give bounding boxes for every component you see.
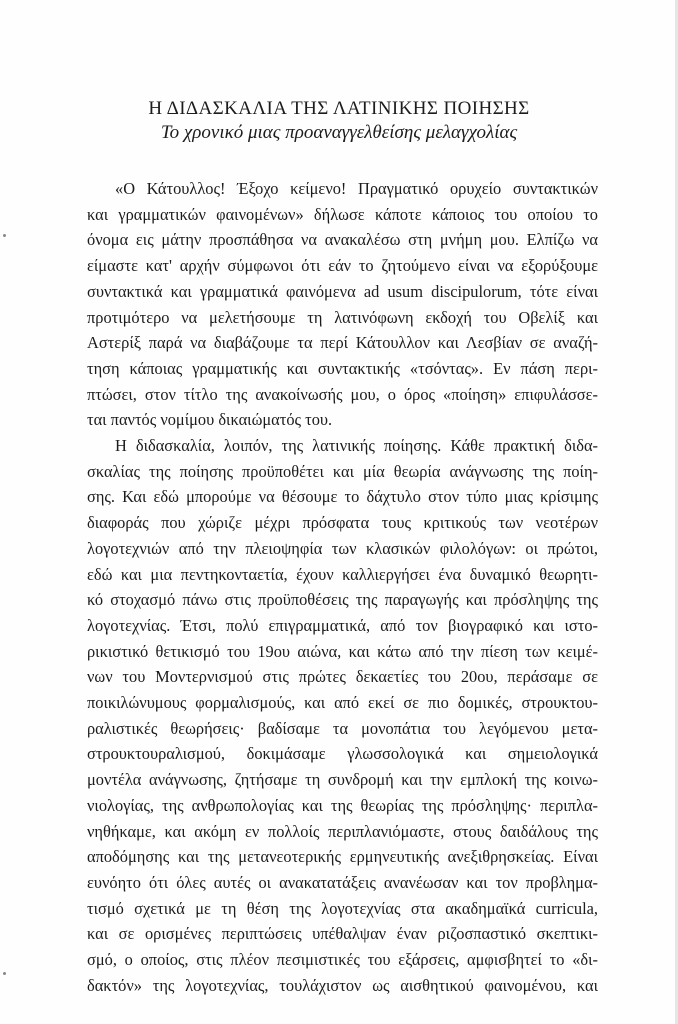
text-line: πτώσει, στον τίτλο της ανακοίνωσής μου, ο όρος «ποίηση» επιφυλάσσε- bbox=[87, 384, 598, 404]
text-line: όνομα εις μάτην προσπάθησα να ανακαλέσω στη μνήμη μου. Ελπίζω να bbox=[87, 230, 598, 250]
chapter-title: Η ΔΙΔΑΣΚΑΛΙΑ ΤΗΣ ΛΑΤΙΝΙΚΗΣ ΠΟΙΗΣΗΣ bbox=[148, 98, 530, 119]
text-line: διαφοράς που χώριζε μέχρι πρόσφατα τους κριτικούς των νεοτέρων bbox=[87, 513, 598, 533]
text-line: μοντέλα ανάγνωσης, ζητήσαμε τη συνδρομή και την εμπλοκή της κοινω- bbox=[87, 770, 598, 790]
chapter-subtitle: Το χρονικό μιας προαναγγελθείσης μελαγχολίας bbox=[160, 122, 518, 143]
text-line: ευνόητο ότι όλες αυτές οι ανακατατάξεις ανανέωσαν και τον προβλημα- bbox=[87, 872, 598, 892]
body-text bbox=[87, 176, 598, 999]
margin-speck bbox=[3, 972, 6, 975]
text-line: εδώ και μια πεντηκονταετία, έχουν καλλιεργήσει ένα δυναμικό θεωρητι- bbox=[87, 564, 598, 584]
paragraph bbox=[87, 433, 598, 998]
text-line: συντακτικά και γραμματικά φαινόμενα ad usum discipulorum, τότε είναι bbox=[87, 281, 598, 301]
text-line: «Ο Κάτουλλος! Έξοχο κείμενο! Πραγματικό ορυχείο συντακτικών bbox=[115, 179, 598, 198]
text-line: δακτόν» της λογοτεχνίας, τουλάχιστον ως αισθητικού φαινομένου, και bbox=[87, 975, 598, 995]
text-line: νηθήκαμε, και ακόμη εν πολλοίς περιπλανιόμαστε, στους δαιδάλους της bbox=[87, 821, 598, 841]
text-line: ραλιστικές θεωρήσεις· βαδίσαμε τα μονοπάτια του λεγόμενου μετα- bbox=[87, 718, 598, 738]
text-line: αποδόμησης και της μετανεοτερικής ερμηνευτικής ανεξιθρησκείας. Είναι bbox=[87, 847, 598, 867]
text-line: σκαλίας της ποίησης προϋποθέτει και μία θεωρία ανάγνωσης της ποίη- bbox=[87, 461, 598, 481]
text-line: ρικιστικό θετικισμό του 19ου αιώνα, και κάτω από την πίεση των κειμέ- bbox=[87, 641, 598, 661]
text-line: λογοτεχνιών από την πλειοψηφία των κλασικών φιλολόγων: οι πρώτοι, bbox=[87, 538, 598, 558]
chapter-header bbox=[0, 98, 678, 144]
text-line: προτιμότερο να μελετήσουμε τη λατινόφωνη εκδοχή του Οβελίξ και bbox=[87, 307, 598, 327]
text-line: Η διδασκαλία, λοιπόν, της λατινικής ποίησης. Κάθε πρακτική διδα- bbox=[115, 436, 598, 456]
text-line: είμαστε κατ' αρχήν σύμφωνοι ότι εάν το ζητούμενο είναι να εξορύξουμε bbox=[87, 256, 598, 276]
margin-speck bbox=[3, 234, 6, 237]
text-line: λογοτεχνίας. Έτσι, πολύ επιγραμματικά, από τον βιογραφικό και ιστο- bbox=[87, 615, 598, 635]
text-line: νιολογίας, της ανθρωπολογίας και της θεωρίας της πρόσληψης· περιπλα- bbox=[87, 795, 598, 815]
text-line: ται παντός νομίμου δικαιώματός του. bbox=[87, 410, 333, 430]
text-line: και γραμματικών φαινομένων» δήλωσε κάποτε κάποιος του οποίου το bbox=[87, 204, 598, 224]
text-line: τηση κάποιας γραμματικής και συντακτικής «τσόντας». Εν πάση περι- bbox=[87, 358, 598, 378]
text-line: κό στοχασμό πάνω στις προϋποθέσεις της παραγωγής και πρόσληψης της bbox=[87, 590, 598, 610]
text-line: και σε ορισμένες περιπτώσεις υπέθαλψαν έναν ριζοσπαστικό σκεπτικι- bbox=[87, 924, 598, 944]
text-line: τισμό σχετικά με τη θέση της λογοτεχνίας στα ακαδημαϊκά curricula, bbox=[87, 898, 598, 918]
text-line: νων του Μοντερνισμού στις πρώτες δεκαετίες του 20ου, περάσαμε σε bbox=[87, 667, 598, 687]
text-line: Αστερίξ παρά να διαβάζουμε τα περί Κάτουλλον και Λεσβίαν σε αναζή- bbox=[87, 333, 598, 353]
paragraph bbox=[87, 176, 598, 433]
text-line: ποικιλώνυμους φορμαλισμούς, και από εκεί σε πιο δομικές, στρουκτου- bbox=[87, 693, 598, 713]
text-line: σης. Και εδώ μπορούμε να θέσουμε το δάχτυλο στον τύπο μιας κρίσιμης bbox=[87, 487, 598, 507]
text-line: σμό, ο οποίος, στις πλέον πεσιμιστικές του εξάρσεις, αμφισβητεί το «δι- bbox=[87, 950, 598, 970]
text-line: στρουκτουραλισμού, δοκιμάσαμε γλωσσολογικά και σημειολογικά bbox=[87, 744, 598, 764]
